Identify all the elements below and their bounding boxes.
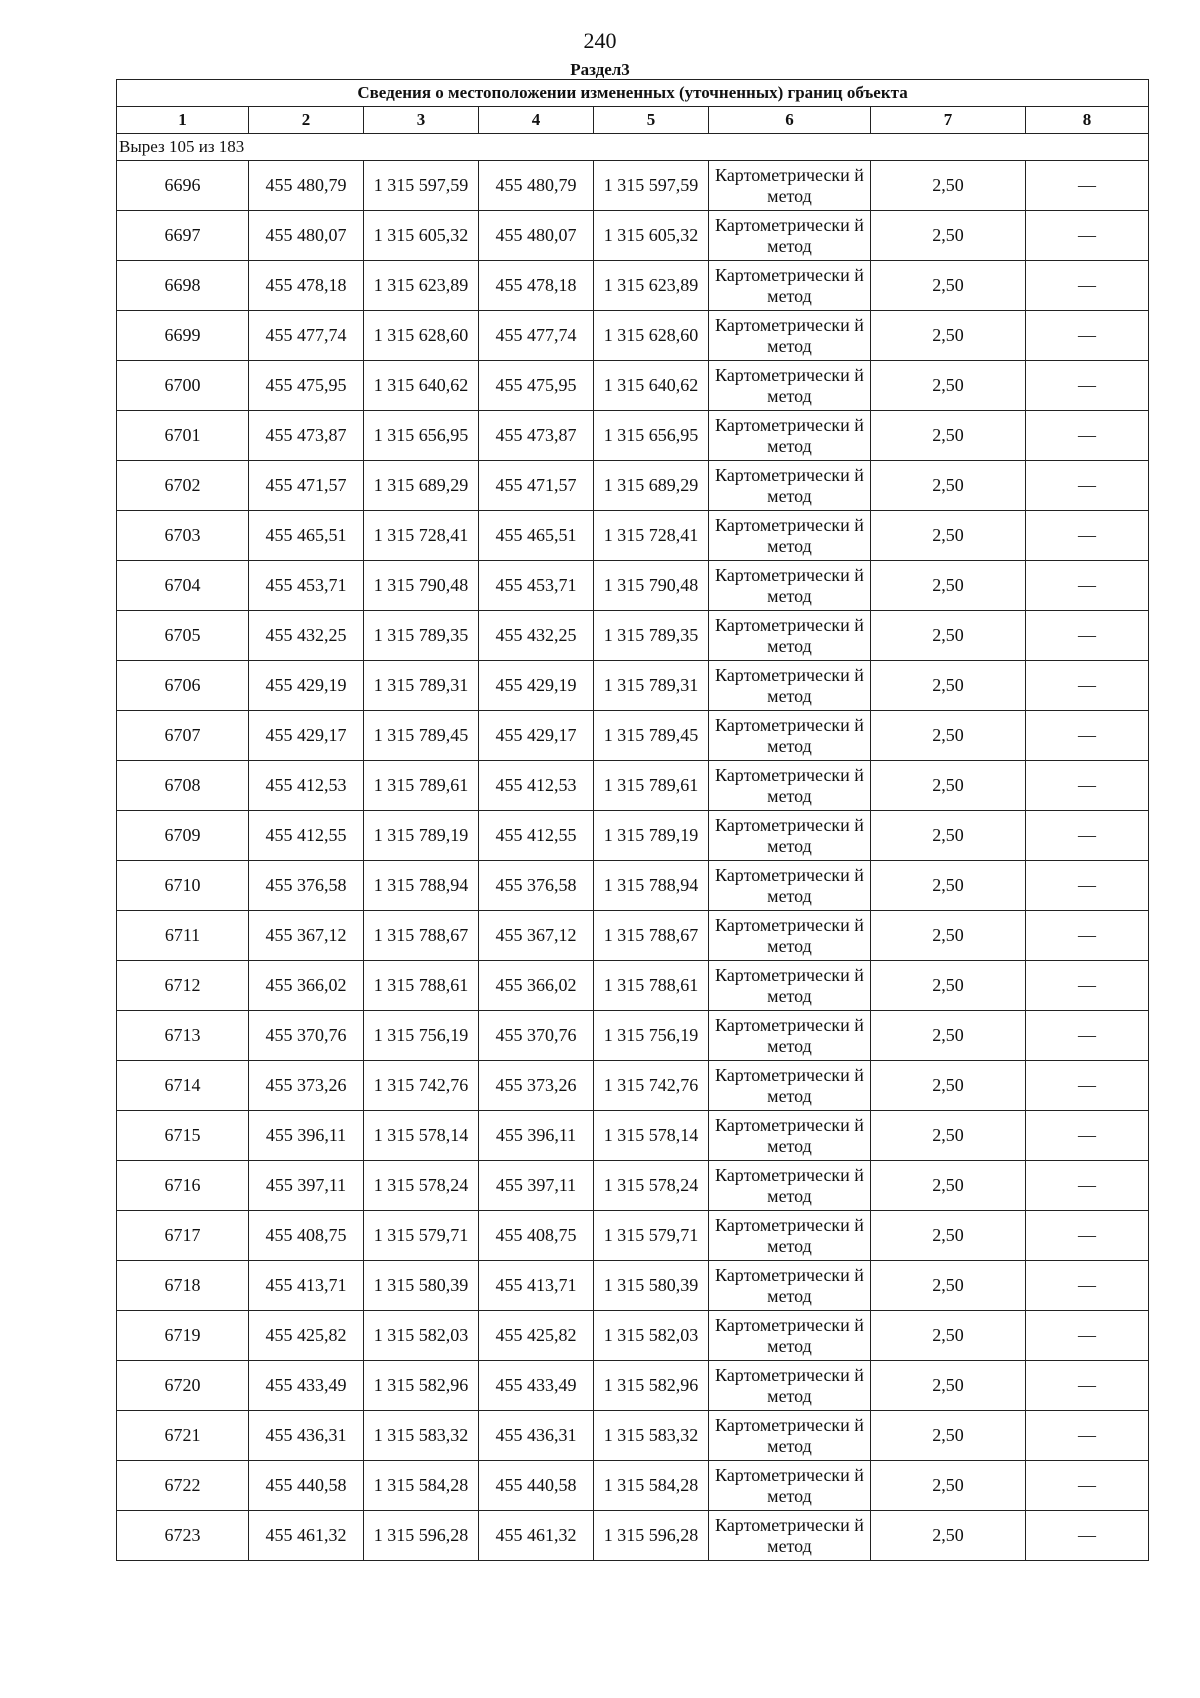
y-new-cell: 1 315 742,76 xyxy=(594,1061,709,1111)
table-row xyxy=(117,161,1149,211)
x-existing-cell: 455 480,07 xyxy=(249,211,364,261)
x-existing-cell: 455 480,79 xyxy=(249,161,364,211)
y-new-cell: 1 315 579,71 xyxy=(594,1211,709,1261)
y-new-cell: 1 315 628,60 xyxy=(594,311,709,361)
description-cell: — xyxy=(1026,661,1149,711)
y-existing-cell: 1 315 788,67 xyxy=(364,911,479,961)
y-existing-cell: 1 315 788,94 xyxy=(364,861,479,911)
accuracy-cell: 2,50 xyxy=(871,711,1026,761)
x-existing-cell: 455 440,58 xyxy=(249,1461,364,1511)
y-new-cell: 1 315 584,28 xyxy=(594,1461,709,1511)
table-header-row xyxy=(117,107,1149,134)
point-number-cell: 6706 xyxy=(117,661,249,711)
y-new-cell: 1 315 789,35 xyxy=(594,611,709,661)
y-new-cell: 1 315 583,32 xyxy=(594,1411,709,1461)
table-row xyxy=(117,1161,1149,1211)
y-existing-cell: 1 315 656,95 xyxy=(364,411,479,461)
table-row xyxy=(117,1261,1149,1311)
description-cell: — xyxy=(1026,411,1149,461)
y-new-cell: 1 315 582,96 xyxy=(594,1361,709,1411)
table-row xyxy=(117,811,1149,861)
description-cell: — xyxy=(1026,1361,1149,1411)
point-number-cell: 6700 xyxy=(117,361,249,411)
accuracy-cell: 2,50 xyxy=(871,561,1026,611)
y-new-cell: 1 315 789,31 xyxy=(594,661,709,711)
point-number-cell: 6696 xyxy=(117,161,249,211)
accuracy-cell: 2,50 xyxy=(871,861,1026,911)
accuracy-cell: 2,50 xyxy=(871,1111,1026,1161)
accuracy-cell: 2,50 xyxy=(871,161,1026,211)
y-existing-cell: 1 315 578,14 xyxy=(364,1111,479,1161)
x-existing-cell: 455 425,82 xyxy=(249,1311,364,1361)
page-number: 240 xyxy=(583,28,617,53)
description-cell: — xyxy=(1026,1461,1149,1511)
accuracy-cell: 2,50 xyxy=(871,1161,1026,1211)
x-new-cell: 455 473,87 xyxy=(479,411,594,461)
y-new-cell: 1 315 578,24 xyxy=(594,1161,709,1211)
point-number-cell: 6705 xyxy=(117,611,249,661)
description-cell: — xyxy=(1026,511,1149,561)
table-row xyxy=(117,1461,1149,1511)
y-existing-cell: 1 315 756,19 xyxy=(364,1011,479,1061)
column-header: 8 xyxy=(1026,107,1149,134)
table-row xyxy=(117,911,1149,961)
x-existing-cell: 455 376,58 xyxy=(249,861,364,911)
table-row xyxy=(117,661,1149,711)
method-cell: Картометрически й метод xyxy=(709,911,871,961)
method-cell: Картометрически й метод xyxy=(709,661,871,711)
description-cell: — xyxy=(1026,811,1149,861)
column-header: 5 xyxy=(594,107,709,134)
accuracy-cell: 2,50 xyxy=(871,961,1026,1011)
extract-label: Вырез 105 из 183 xyxy=(117,134,1149,161)
x-new-cell: 455 436,31 xyxy=(479,1411,594,1461)
y-new-cell: 1 315 580,39 xyxy=(594,1261,709,1311)
accuracy-cell: 2,50 xyxy=(871,1011,1026,1061)
y-existing-cell: 1 315 623,89 xyxy=(364,261,479,311)
accuracy-cell: 2,50 xyxy=(871,311,1026,361)
description-cell: — xyxy=(1026,1511,1149,1561)
method-cell: Картометрически й метод xyxy=(709,411,871,461)
x-existing-cell: 455 436,31 xyxy=(249,1411,364,1461)
x-new-cell: 455 373,26 xyxy=(479,1061,594,1111)
point-number-cell: 6716 xyxy=(117,1161,249,1211)
x-new-cell: 455 396,11 xyxy=(479,1111,594,1161)
accuracy-cell: 2,50 xyxy=(871,811,1026,861)
method-cell: Картометрически й метод xyxy=(709,1011,871,1061)
method-cell: Картометрически й метод xyxy=(709,461,871,511)
y-existing-cell: 1 315 582,96 xyxy=(364,1361,479,1411)
accuracy-cell: 2,50 xyxy=(871,1311,1026,1361)
table-caption: Сведения о местоположении измененных (уточненных) границ объекта xyxy=(117,80,1149,107)
method-cell: Картометрически й метод xyxy=(709,1061,871,1111)
x-new-cell: 455 475,95 xyxy=(479,361,594,411)
accuracy-cell: 2,50 xyxy=(871,661,1026,711)
y-new-cell: 1 315 656,95 xyxy=(594,411,709,461)
point-number-cell: 6723 xyxy=(117,1511,249,1561)
description-cell: — xyxy=(1026,961,1149,1011)
method-cell: Картометрически й метод xyxy=(709,1261,871,1311)
x-existing-cell: 455 366,02 xyxy=(249,961,364,1011)
description-cell: — xyxy=(1026,1061,1149,1111)
accuracy-cell: 2,50 xyxy=(871,1211,1026,1261)
x-new-cell: 455 432,25 xyxy=(479,611,594,661)
point-number-cell: 6707 xyxy=(117,711,249,761)
x-existing-cell: 455 477,74 xyxy=(249,311,364,361)
method-cell: Картометрически й метод xyxy=(709,611,871,661)
y-new-cell: 1 315 789,45 xyxy=(594,711,709,761)
point-number-cell: 6721 xyxy=(117,1411,249,1461)
x-existing-cell: 455 397,11 xyxy=(249,1161,364,1211)
x-new-cell: 455 471,57 xyxy=(479,461,594,511)
description-cell: — xyxy=(1026,1011,1149,1061)
y-new-cell: 1 315 788,67 xyxy=(594,911,709,961)
point-number-cell: 6719 xyxy=(117,1311,249,1361)
description-cell: — xyxy=(1026,561,1149,611)
description-cell: — xyxy=(1026,711,1149,761)
y-new-cell: 1 315 640,62 xyxy=(594,361,709,411)
y-existing-cell: 1 315 597,59 xyxy=(364,161,479,211)
x-new-cell: 455 477,74 xyxy=(479,311,594,361)
boundary-coordinates-table xyxy=(116,79,1149,1561)
point-number-cell: 6708 xyxy=(117,761,249,811)
y-new-cell: 1 315 788,94 xyxy=(594,861,709,911)
x-existing-cell: 455 367,12 xyxy=(249,911,364,961)
x-new-cell: 455 433,49 xyxy=(479,1361,594,1411)
x-new-cell: 455 376,58 xyxy=(479,861,594,911)
x-new-cell: 455 412,55 xyxy=(479,811,594,861)
table-row xyxy=(117,461,1149,511)
point-number-cell: 6709 xyxy=(117,811,249,861)
point-number-cell: 6699 xyxy=(117,311,249,361)
y-new-cell: 1 315 605,32 xyxy=(594,211,709,261)
table-row xyxy=(117,1511,1149,1561)
point-number-cell: 6701 xyxy=(117,411,249,461)
x-existing-cell: 455 473,87 xyxy=(249,411,364,461)
y-existing-cell: 1 315 742,76 xyxy=(364,1061,479,1111)
x-new-cell: 455 429,19 xyxy=(479,661,594,711)
table-row xyxy=(117,211,1149,261)
description-cell: — xyxy=(1026,911,1149,961)
table-row xyxy=(117,1311,1149,1361)
x-existing-cell: 455 461,32 xyxy=(249,1511,364,1561)
method-cell: Картометрически й метод xyxy=(709,811,871,861)
table-row xyxy=(117,561,1149,611)
method-cell: Картометрически й метод xyxy=(709,511,871,561)
table-row xyxy=(117,1061,1149,1111)
x-new-cell: 455 429,17 xyxy=(479,711,594,761)
accuracy-cell: 2,50 xyxy=(871,461,1026,511)
x-existing-cell: 455 432,25 xyxy=(249,611,364,661)
y-existing-cell: 1 315 640,62 xyxy=(364,361,479,411)
x-existing-cell: 455 408,75 xyxy=(249,1211,364,1261)
y-existing-cell: 1 315 584,28 xyxy=(364,1461,479,1511)
table-row xyxy=(117,761,1149,811)
point-number-cell: 6698 xyxy=(117,261,249,311)
description-cell: — xyxy=(1026,1111,1149,1161)
table-row xyxy=(117,1211,1149,1261)
x-new-cell: 455 461,32 xyxy=(479,1511,594,1561)
column-header: 4 xyxy=(479,107,594,134)
x-existing-cell: 455 471,57 xyxy=(249,461,364,511)
y-existing-cell: 1 315 582,03 xyxy=(364,1311,479,1361)
description-cell: — xyxy=(1026,311,1149,361)
accuracy-cell: 2,50 xyxy=(871,1511,1026,1561)
accuracy-cell: 2,50 xyxy=(871,1461,1026,1511)
point-number-cell: 6712 xyxy=(117,961,249,1011)
column-header: 6 xyxy=(709,107,871,134)
table-row xyxy=(117,361,1149,411)
x-new-cell: 455 480,07 xyxy=(479,211,594,261)
x-new-cell: 455 412,53 xyxy=(479,761,594,811)
x-new-cell: 455 440,58 xyxy=(479,1461,594,1511)
description-cell: — xyxy=(1026,461,1149,511)
y-new-cell: 1 315 623,89 xyxy=(594,261,709,311)
table-row xyxy=(117,261,1149,311)
point-number-cell: 6717 xyxy=(117,1211,249,1261)
method-cell: Картометрически й метод xyxy=(709,761,871,811)
y-new-cell: 1 315 788,61 xyxy=(594,961,709,1011)
accuracy-cell: 2,50 xyxy=(871,411,1026,461)
y-existing-cell: 1 315 689,29 xyxy=(364,461,479,511)
table-row xyxy=(117,1411,1149,1461)
x-new-cell: 455 370,76 xyxy=(479,1011,594,1061)
description-cell: — xyxy=(1026,1311,1149,1361)
table-row xyxy=(117,961,1149,1011)
table-row xyxy=(117,1361,1149,1411)
method-cell: Картометрически й метод xyxy=(709,1311,871,1361)
description-cell: — xyxy=(1026,1411,1149,1461)
accuracy-cell: 2,50 xyxy=(871,1411,1026,1461)
y-existing-cell: 1 315 596,28 xyxy=(364,1511,479,1561)
table-row xyxy=(117,511,1149,561)
accuracy-cell: 2,50 xyxy=(871,1261,1026,1311)
table-row xyxy=(117,1111,1149,1161)
accuracy-cell: 2,50 xyxy=(871,261,1026,311)
x-new-cell: 455 397,11 xyxy=(479,1161,594,1211)
table-row xyxy=(117,611,1149,661)
method-cell: Картометрически й метод xyxy=(709,561,871,611)
x-new-cell: 455 425,82 xyxy=(479,1311,594,1361)
method-cell: Картометрически й метод xyxy=(709,1361,871,1411)
method-cell: Картометрически й метод xyxy=(709,161,871,211)
x-existing-cell: 455 429,17 xyxy=(249,711,364,761)
method-cell: Картометрически й метод xyxy=(709,1161,871,1211)
y-new-cell: 1 315 756,19 xyxy=(594,1011,709,1061)
method-cell: Картометрически й метод xyxy=(709,1411,871,1461)
point-number-cell: 6697 xyxy=(117,211,249,261)
method-cell: Картометрически й метод xyxy=(709,1461,871,1511)
point-number-cell: 6711 xyxy=(117,911,249,961)
y-existing-cell: 1 315 605,32 xyxy=(364,211,479,261)
column-header: 7 xyxy=(871,107,1026,134)
method-cell: Картометрически й метод xyxy=(709,711,871,761)
point-number-cell: 6720 xyxy=(117,1361,249,1411)
description-cell: — xyxy=(1026,1161,1149,1211)
point-number-cell: 6704 xyxy=(117,561,249,611)
extract-row xyxy=(117,134,1149,161)
table-row xyxy=(117,711,1149,761)
column-header: 2 xyxy=(249,107,364,134)
x-existing-cell: 455 478,18 xyxy=(249,261,364,311)
table-row xyxy=(117,861,1149,911)
x-new-cell: 455 480,79 xyxy=(479,161,594,211)
y-existing-cell: 1 315 583,32 xyxy=(364,1411,479,1461)
method-cell: Картометрически й метод xyxy=(709,211,871,261)
method-cell: Картометрически й метод xyxy=(709,361,871,411)
y-existing-cell: 1 315 789,61 xyxy=(364,761,479,811)
accuracy-cell: 2,50 xyxy=(871,911,1026,961)
x-existing-cell: 455 413,71 xyxy=(249,1261,364,1311)
method-cell: Картометрически й метод xyxy=(709,961,871,1011)
y-existing-cell: 1 315 788,61 xyxy=(364,961,479,1011)
method-cell: Картометрически й метод xyxy=(709,311,871,361)
description-cell: — xyxy=(1026,1261,1149,1311)
y-new-cell: 1 315 728,41 xyxy=(594,511,709,561)
accuracy-cell: 2,50 xyxy=(871,611,1026,661)
y-existing-cell: 1 315 578,24 xyxy=(364,1161,479,1211)
method-cell: Картометрически й метод xyxy=(709,261,871,311)
x-new-cell: 455 367,12 xyxy=(479,911,594,961)
description-cell: — xyxy=(1026,611,1149,661)
y-new-cell: 1 315 789,19 xyxy=(594,811,709,861)
x-existing-cell: 455 412,55 xyxy=(249,811,364,861)
x-new-cell: 455 413,71 xyxy=(479,1261,594,1311)
x-existing-cell: 455 465,51 xyxy=(249,511,364,561)
y-existing-cell: 1 315 789,35 xyxy=(364,611,479,661)
description-cell: — xyxy=(1026,761,1149,811)
point-number-cell: 6703 xyxy=(117,511,249,561)
y-existing-cell: 1 315 579,71 xyxy=(364,1211,479,1261)
point-number-cell: 6713 xyxy=(117,1011,249,1061)
column-header: 1 xyxy=(117,107,249,134)
accuracy-cell: 2,50 xyxy=(871,211,1026,261)
table-row xyxy=(117,311,1149,361)
description-cell: — xyxy=(1026,361,1149,411)
x-existing-cell: 455 373,26 xyxy=(249,1061,364,1111)
description-cell: — xyxy=(1026,211,1149,261)
table-row xyxy=(117,411,1149,461)
y-existing-cell: 1 315 789,31 xyxy=(364,661,479,711)
y-existing-cell: 1 315 789,45 xyxy=(364,711,479,761)
point-number-cell: 6718 xyxy=(117,1261,249,1311)
accuracy-cell: 2,50 xyxy=(871,1061,1026,1111)
x-existing-cell: 455 453,71 xyxy=(249,561,364,611)
x-new-cell: 455 465,51 xyxy=(479,511,594,561)
accuracy-cell: 2,50 xyxy=(871,361,1026,411)
y-new-cell: 1 315 578,14 xyxy=(594,1111,709,1161)
x-existing-cell: 455 412,53 xyxy=(249,761,364,811)
accuracy-cell: 2,50 xyxy=(871,511,1026,561)
section-title: Раздел3 xyxy=(570,60,630,79)
point-number-cell: 6715 xyxy=(117,1111,249,1161)
y-new-cell: 1 315 597,59 xyxy=(594,161,709,211)
y-new-cell: 1 315 596,28 xyxy=(594,1511,709,1561)
column-header: 3 xyxy=(364,107,479,134)
x-new-cell: 455 408,75 xyxy=(479,1211,594,1261)
point-number-cell: 6714 xyxy=(117,1061,249,1111)
accuracy-cell: 2,50 xyxy=(871,1361,1026,1411)
point-number-cell: 6702 xyxy=(117,461,249,511)
table-caption-row xyxy=(117,80,1149,107)
description-cell: — xyxy=(1026,261,1149,311)
x-existing-cell: 455 433,49 xyxy=(249,1361,364,1411)
method-cell: Картометрически й метод xyxy=(709,861,871,911)
description-cell: — xyxy=(1026,861,1149,911)
description-cell: — xyxy=(1026,161,1149,211)
table-row xyxy=(117,1011,1149,1061)
x-new-cell: 455 453,71 xyxy=(479,561,594,611)
y-existing-cell: 1 315 728,41 xyxy=(364,511,479,561)
x-existing-cell: 455 370,76 xyxy=(249,1011,364,1061)
method-cell: Картометрически й метод xyxy=(709,1111,871,1161)
x-existing-cell: 455 475,95 xyxy=(249,361,364,411)
y-new-cell: 1 315 789,61 xyxy=(594,761,709,811)
y-existing-cell: 1 315 790,48 xyxy=(364,561,479,611)
x-new-cell: 455 478,18 xyxy=(479,261,594,311)
point-number-cell: 6710 xyxy=(117,861,249,911)
accuracy-cell: 2,50 xyxy=(871,761,1026,811)
y-new-cell: 1 315 790,48 xyxy=(594,561,709,611)
description-cell: — xyxy=(1026,1211,1149,1261)
y-existing-cell: 1 315 628,60 xyxy=(364,311,479,361)
x-existing-cell: 455 429,19 xyxy=(249,661,364,711)
y-existing-cell: 1 315 580,39 xyxy=(364,1261,479,1311)
method-cell: Картометрически й метод xyxy=(709,1511,871,1561)
y-new-cell: 1 315 689,29 xyxy=(594,461,709,511)
x-existing-cell: 455 396,11 xyxy=(249,1111,364,1161)
y-new-cell: 1 315 582,03 xyxy=(594,1311,709,1361)
point-number-cell: 6722 xyxy=(117,1461,249,1511)
method-cell: Картометрически й метод xyxy=(709,1211,871,1261)
x-new-cell: 455 366,02 xyxy=(479,961,594,1011)
y-existing-cell: 1 315 789,19 xyxy=(364,811,479,861)
